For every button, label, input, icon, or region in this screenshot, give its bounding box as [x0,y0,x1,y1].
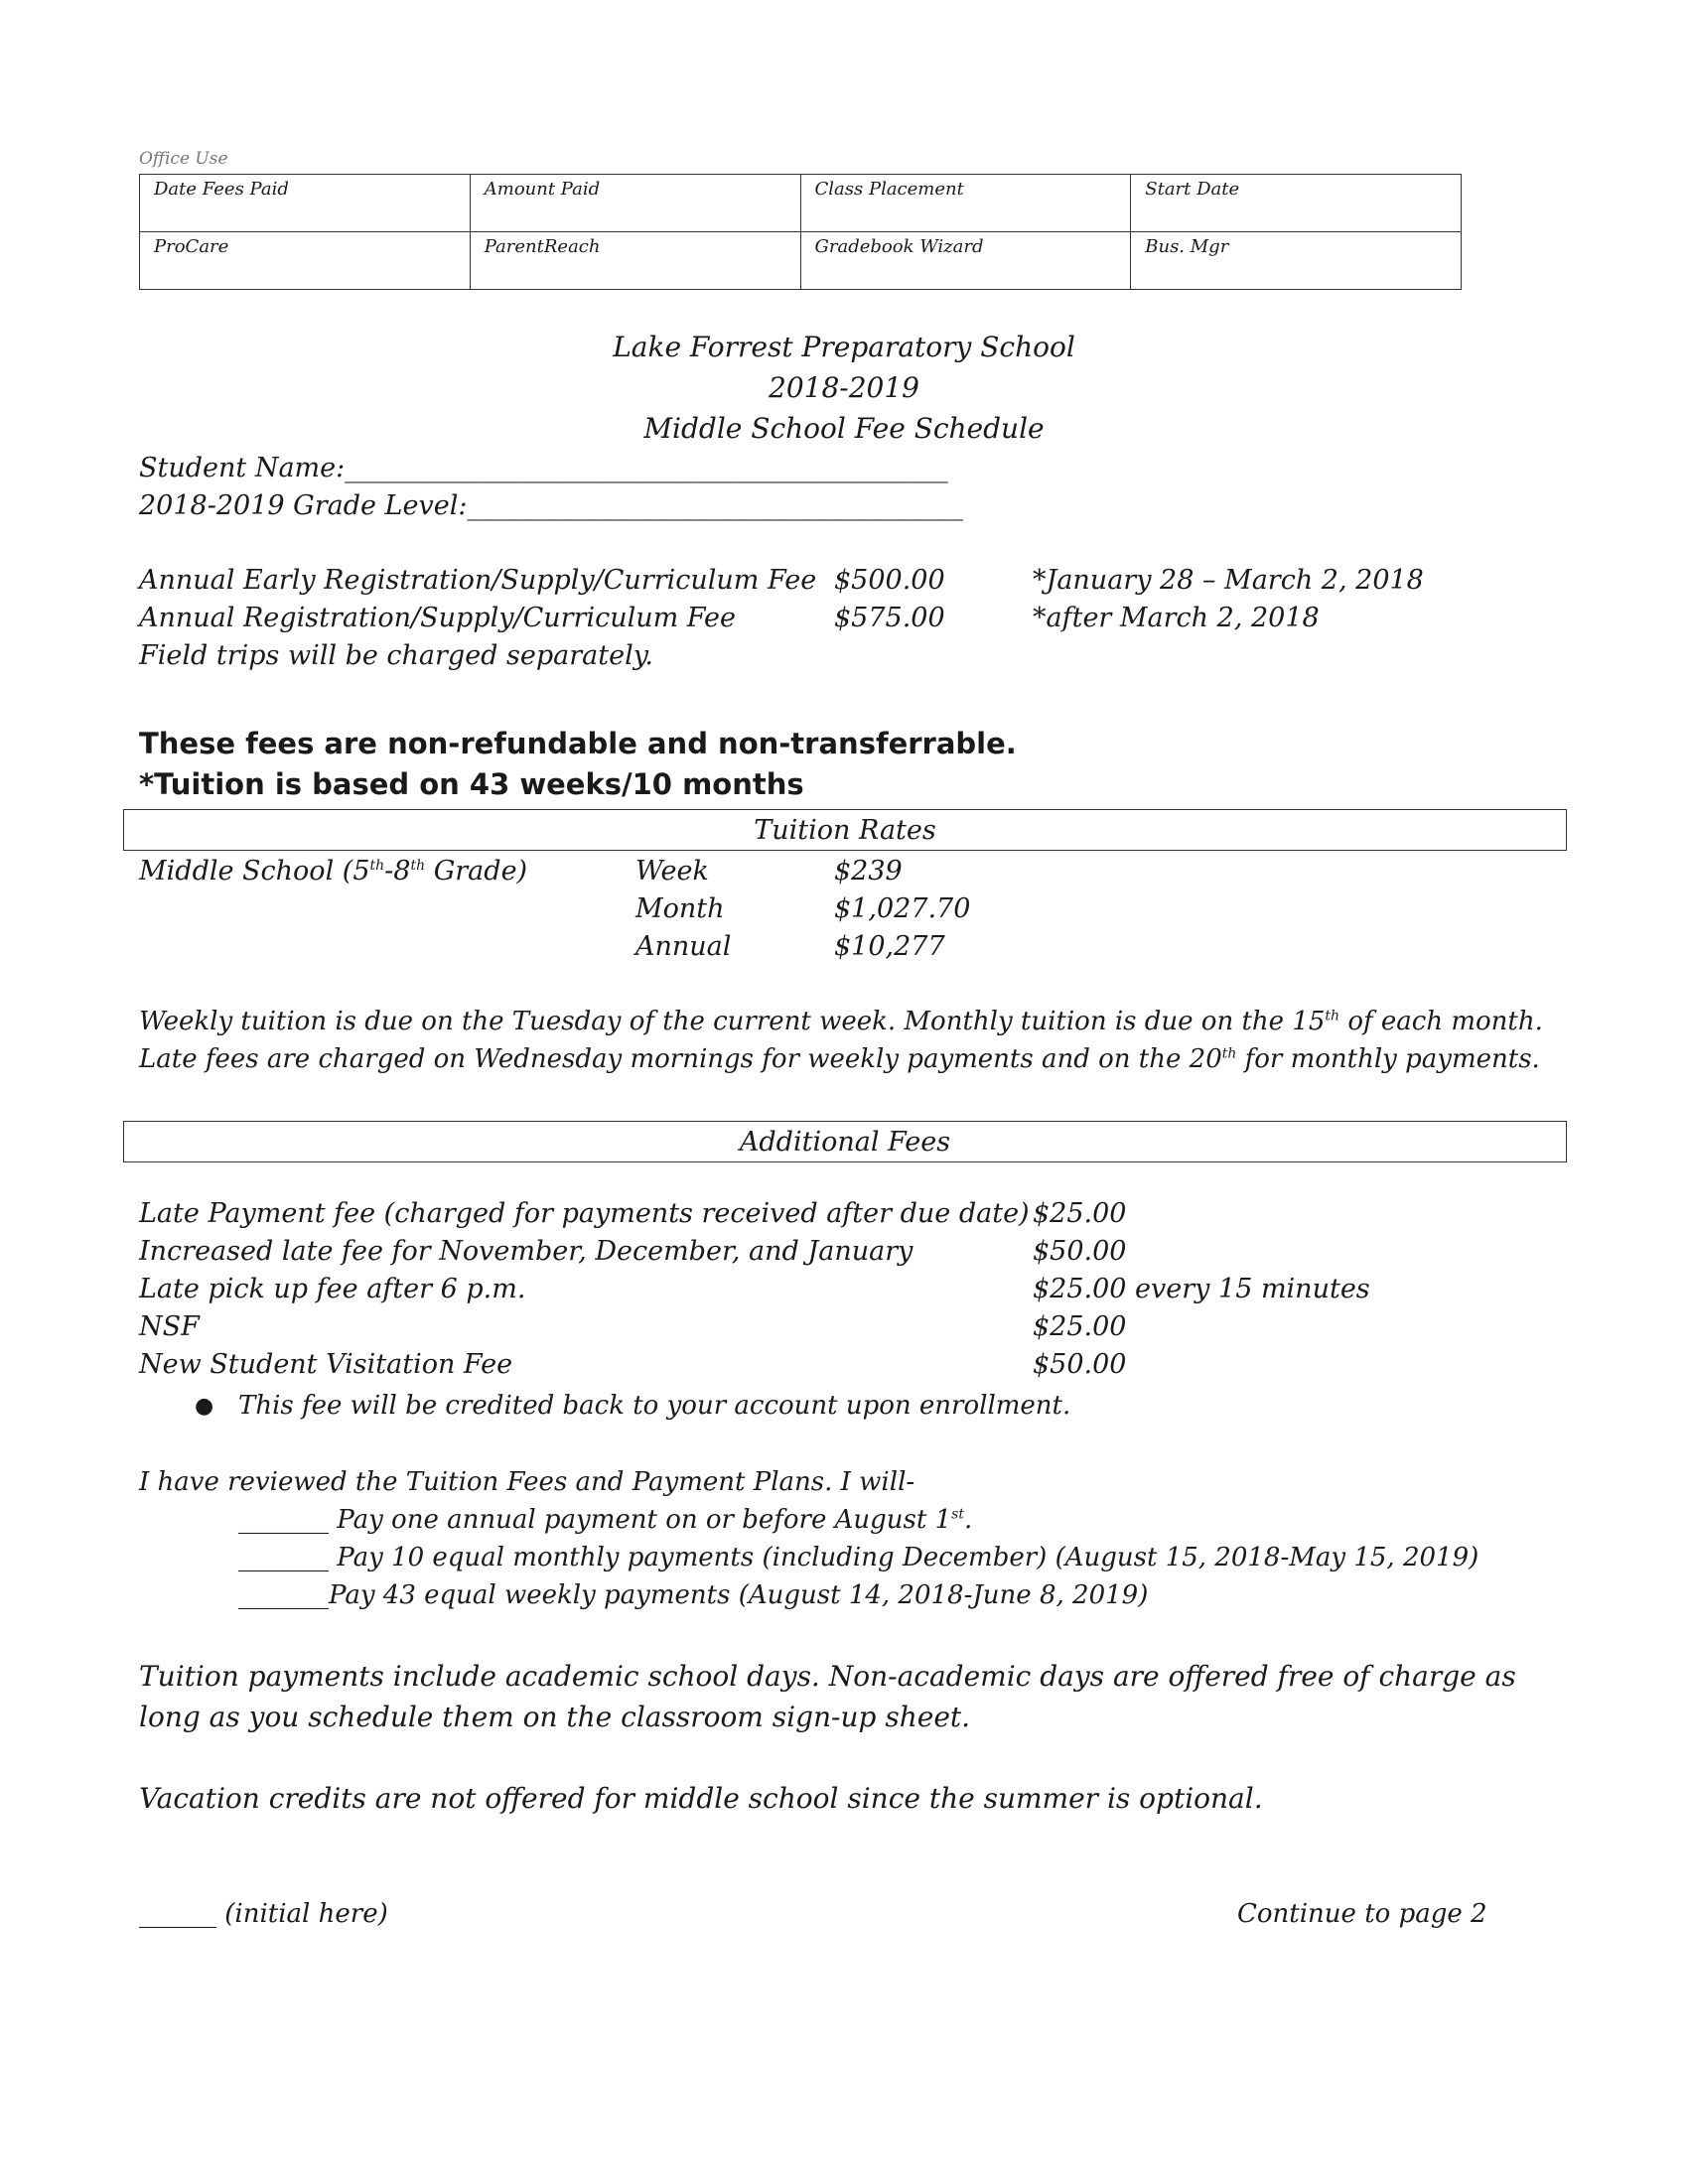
fee-label: NSF [139,1311,200,1342]
office-use-table [139,174,1462,290]
student-name-field[interactable]: Student Name:_____________________________________________ [139,453,948,483]
registration-label: Annual Registration/Supply/Curriculum Fee [139,603,737,633]
rate-period-week: Week [635,856,709,887]
office-use-row [140,232,1462,290]
vacation-credits-text: Vacation credits are not offered for middle school since the summer is optional. [139,1782,1263,1815]
nonrefundable-notice: These fees are non-refundable and non-transferrable. [139,727,1017,760]
bullet-dot-icon: ● [195,1394,214,1419]
registration-note: *after March 2, 2018 [1033,603,1320,633]
page-title: Middle School Fee Schedule [643,412,1045,445]
fee-amount: $25.00 every 15 minutes [1033,1274,1370,1304]
rate-amount-month: $1,027.70 [834,893,971,924]
registration-amount: $575.00 [834,603,945,633]
program-label: Middle School (5th-8th Grade) [139,856,528,887]
academic-days-text: long as you schedule them on the classroom sign-up sheet. [139,1701,971,1733]
continue-note: Continue to page 2 [1237,1899,1487,1929]
visitation-credit-note: This fee will be credited back to your account upon enrollment. [238,1391,1071,1421]
office-cell-start-date: Start Date [1131,175,1462,232]
tuition-basis-notice: *Tuition is based on 43 weeks/10 months [139,767,804,801]
tuition-rates-heading: Tuition Rates [123,809,1567,851]
plan-option-weekly[interactable]: _______Pay 43 equal weekly payments (August 14, 2018-June 8, 2019) [238,1580,1149,1610]
tuition-due-text: Weekly tuition is due on the Tuesday of the current week. Monthly tuition is due on the 15th of each month. [139,1007,1543,1036]
payment-plan-intro: I have reviewed the Tuition Fees and Payment Plans. I will- [139,1467,915,1497]
school-year: 2018-2019 [769,371,919,404]
early-registration-label: Annual Early Registration/Supply/Curriculum Fee [139,565,817,596]
office-cell-date-fees-paid: Date Fees Paid [140,175,471,232]
rate-amount-annual: $10,277 [834,931,945,962]
fee-label: New Student Visitation Fee [139,1349,513,1380]
fee-label: Late Payment fee (charged for payments received after due date) [139,1198,1030,1229]
academic-days-text: Tuition payments include academic school days. Non-academic days are offered free of charge as [139,1660,1516,1693]
rate-period-month: Month [635,893,725,924]
initial-field[interactable]: ______ (initial here) [139,1899,388,1929]
rate-period-annual: Annual [635,931,732,962]
office-cell-bus-mgr: Bus. Mgr [1131,232,1462,290]
fee-label: Late pick up fee after 6 p.m. [139,1274,526,1304]
early-registration-amount: $500.00 [834,565,945,596]
office-use-row [140,175,1462,232]
grade-level-field[interactable]: 2018-2019 Grade Level:_____________________________________ [139,490,963,521]
office-cell-procare: ProCare [140,232,471,290]
plan-option-monthly[interactable]: _______ Pay 10 equal monthly payments (including December) (August 15, 2018-May 15, 2019) [238,1543,1479,1572]
fee-amount: $25.00 [1033,1198,1127,1229]
fee-label: Increased late fee for November, December, and January [139,1236,914,1267]
field-trips-note: Field trips will be charged separately. [139,640,653,671]
early-registration-note: *January 28 – March 2, 2018 [1033,565,1424,596]
office-cell-class-placement: Class Placement [800,175,1131,232]
additional-fees-heading: Additional Fees [123,1121,1567,1162]
office-use-label: Office Use [139,149,228,169]
school-name: Lake Forrest Preparatory School [613,331,1075,363]
office-cell-parentreach: ParentReach [470,232,800,290]
office-cell-amount-paid: Amount Paid [470,175,800,232]
fee-amount: $50.00 [1033,1349,1127,1380]
fee-amount: $50.00 [1033,1236,1127,1267]
late-fee-text: Late fees are charged on Wednesday mornings for weekly payments and on the 20th for monthly payments. [139,1044,1540,1074]
plan-option-annual[interactable]: _______ Pay one annual payment on or before August 1st. [238,1505,973,1535]
fee-amount: $25.00 [1033,1311,1127,1342]
rate-amount-week: $239 [834,856,903,887]
office-cell-gradebook-wizard: Gradebook Wizard [800,232,1131,290]
